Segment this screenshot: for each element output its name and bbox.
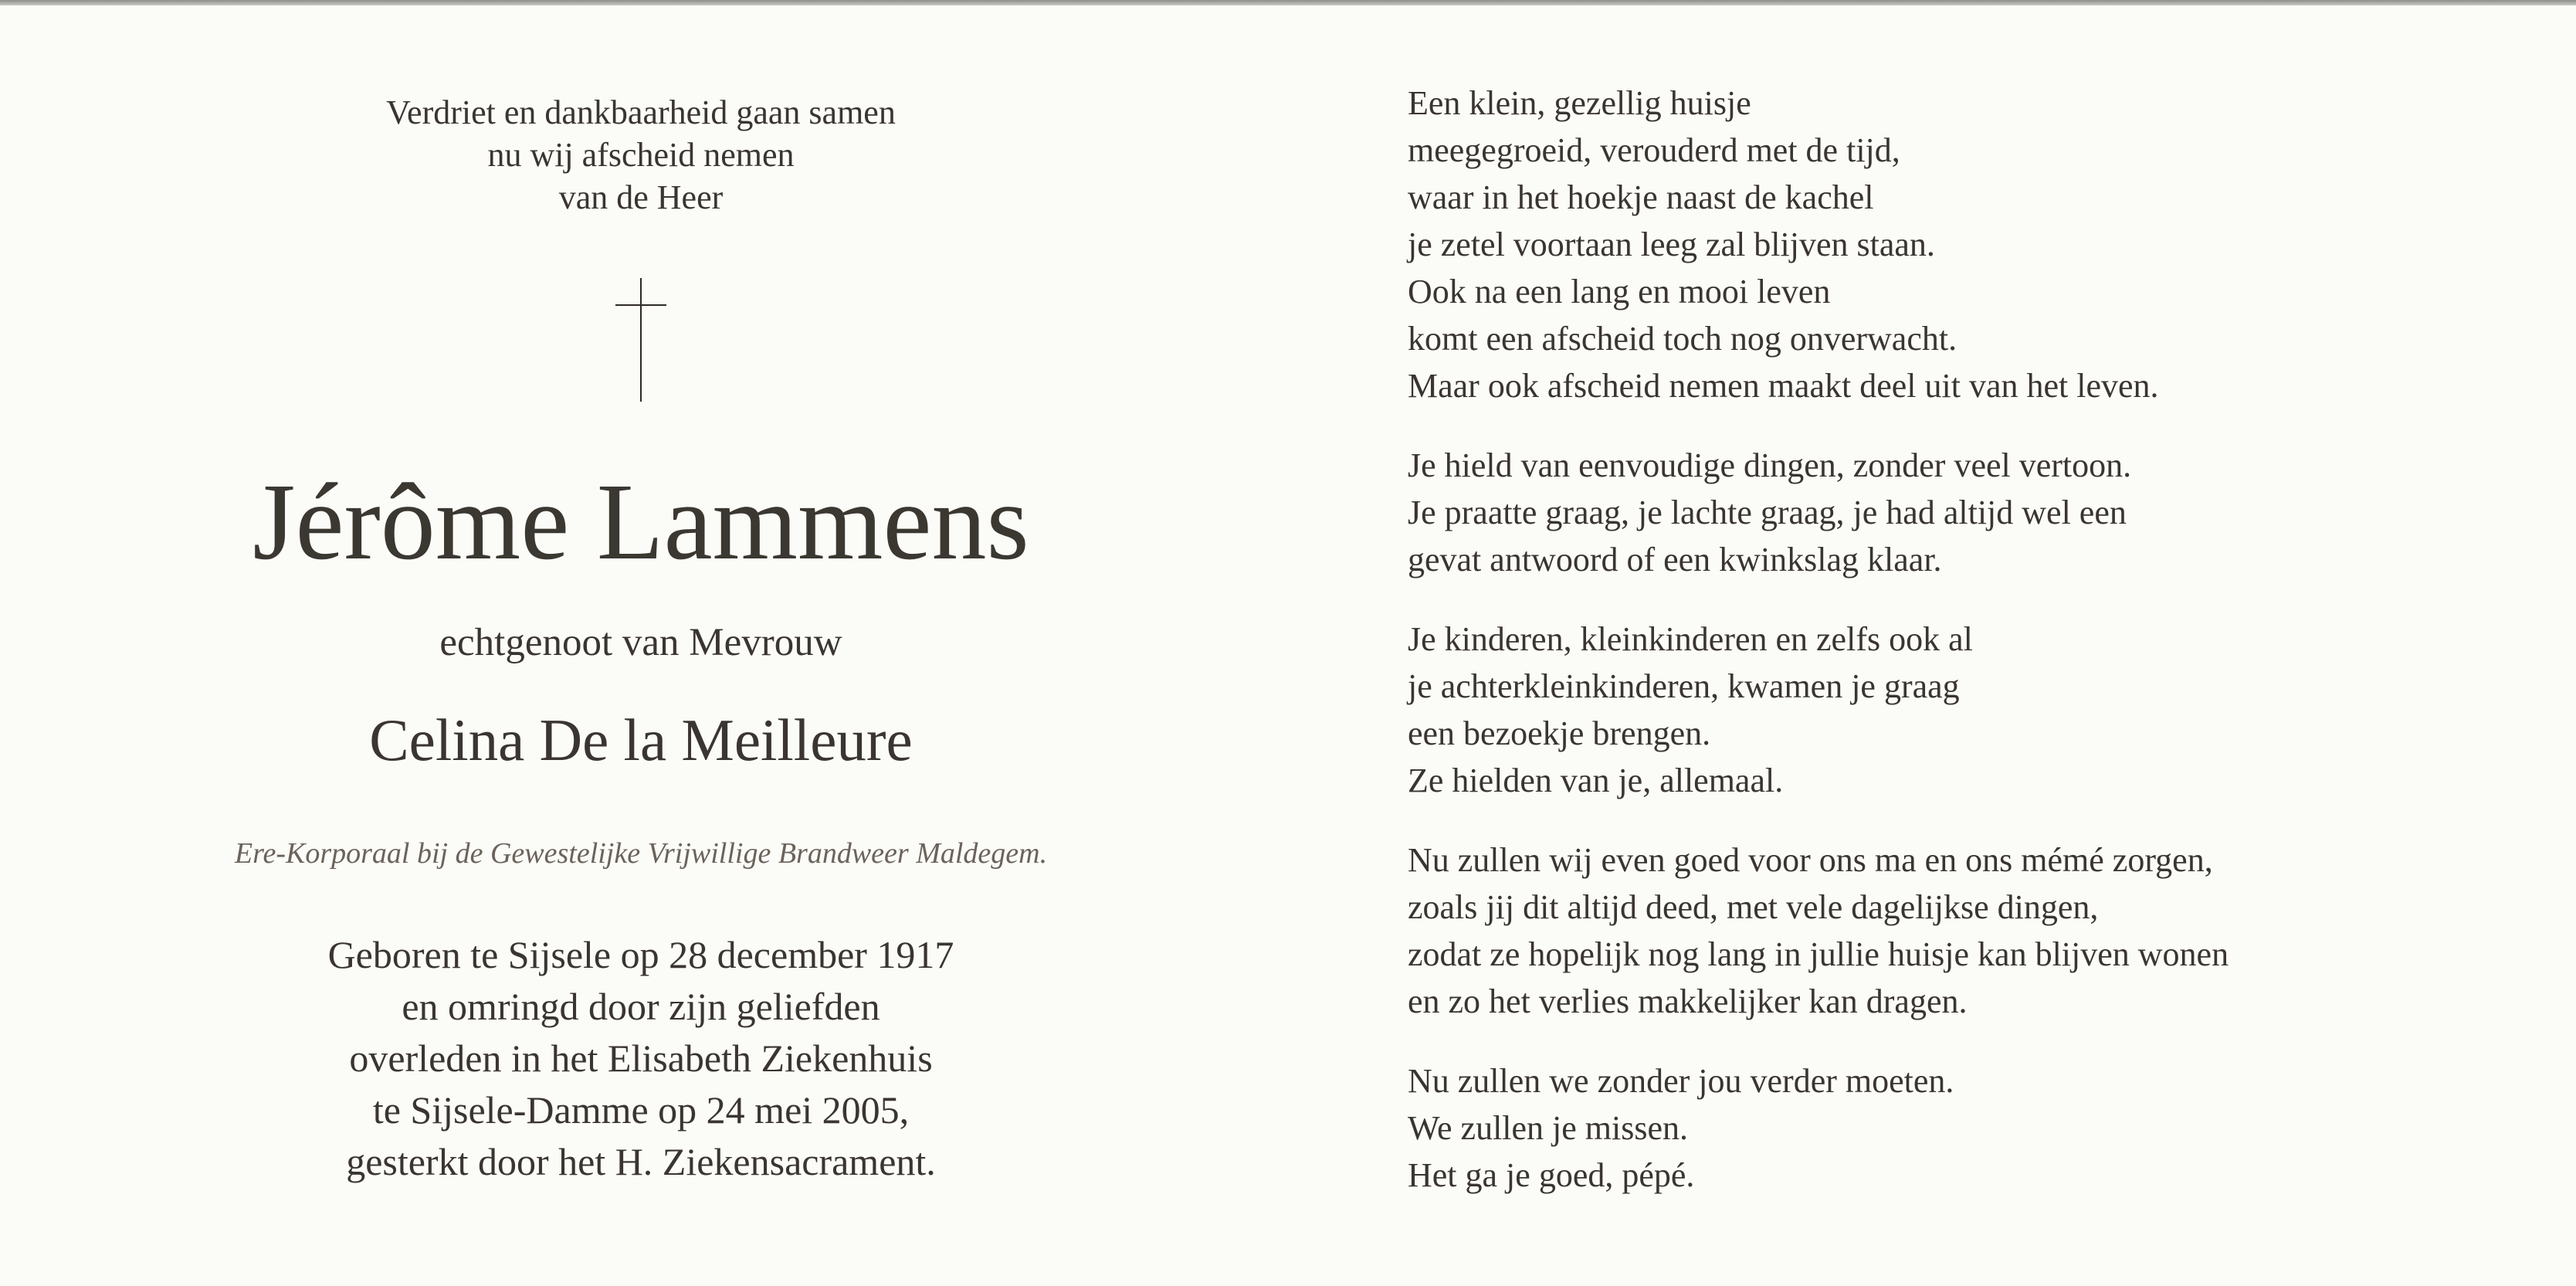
poem-line: Een klein, gezellig huisje [1408, 84, 1751, 122]
poem-stanza [1408, 616, 2527, 804]
cross-icon [615, 278, 666, 402]
poem-stanza [1408, 1057, 2527, 1199]
poem-line: zoals jij dit altijd deed, met vele dagelijkse dingen, [1408, 888, 2099, 926]
spouse-label: echtgenoot van Mevrouw [439, 621, 842, 664]
poem-line: Maar ook afscheid nemen maakt deel uit van het leven. [1408, 367, 2159, 405]
intro-line: van de Heer [558, 178, 724, 216]
top-border [0, 0, 2576, 5]
poem-line: Nu zullen wij even goed voor ons ma en ons mémé zorgen, [1408, 841, 2213, 879]
poem-line: waar in het hoekje naast de kachel [1408, 178, 1874, 216]
poem-line: gevat antwoord of een kwinkslag klaar. [1408, 541, 1942, 579]
poem-line: een bezoekje brengen. [1408, 714, 1711, 752]
biography [139, 929, 1143, 1188]
poem-line: meegegroeid, verouderd met de tijd, [1408, 131, 1900, 169]
poem-line: We zullen je missen. [1408, 1109, 1689, 1147]
poem-stanza [1408, 836, 2527, 1025]
poem-line: je achterkleinkinderen, kwamen je graag [1408, 667, 1960, 705]
spouse-name: Celina De la Meilleure [369, 707, 913, 773]
poem-line: Ze hielden van je, allemaal. [1408, 762, 1784, 799]
bio-line: en omringd door zijn geliefden [402, 985, 880, 1028]
bio-line: gesterkt door het H. Ziekensacrament. [346, 1140, 936, 1183]
poem-stanza [1408, 80, 2527, 409]
poem-line: zodat ze hopelijk nog lang in jullie huisje kan blijven wonen [1408, 935, 2229, 973]
poem-stanza [1408, 442, 2527, 583]
poem-line: Ook na een lang en mooi leven [1408, 273, 1831, 310]
deceased-name: Jérôme Lammens [253, 460, 1029, 582]
intro-line: Verdriet en dankbaarheid gaan samen [386, 93, 896, 131]
honorary-title: Ere-Korporaal bij de Gewestelijke Vrijwillige Brandweer Maldegem. [234, 837, 1048, 870]
bio-line: Geboren te Sijsele op 28 december 1917 [327, 933, 954, 976]
poem-line: Je hield van eenvoudige dingen, zonder veel vertoon. [1408, 446, 2132, 484]
poem-line: je zetel voortaan leeg zal blijven staan. [1408, 226, 1935, 263]
poem-line: en zo het verlies makkelijker kan dragen. [1408, 982, 1968, 1020]
bio-line: overleden in het Elisabeth Ziekenhuis [349, 1037, 933, 1080]
bio-line: te Sijsele-Damme op 24 mei 2005, [372, 1088, 910, 1132]
poem-line: Je kinderen, kleinkinderen en zelfs ook al [1408, 620, 1973, 658]
poem-line: Je praatte graag, je lachte graag, je had altijd wel een [1408, 494, 2127, 531]
intro-text [139, 91, 1143, 219]
poem-line: Nu zullen we zonder jou verder moeten. [1408, 1062, 1954, 1100]
poem [1408, 80, 2527, 1231]
poem-line: komt een afscheid toch nog onverwacht. [1408, 320, 1957, 358]
poem-line: Het ga je goed, pépé. [1408, 1156, 1695, 1194]
intro-line: nu wij afscheid nemen [487, 136, 795, 174]
